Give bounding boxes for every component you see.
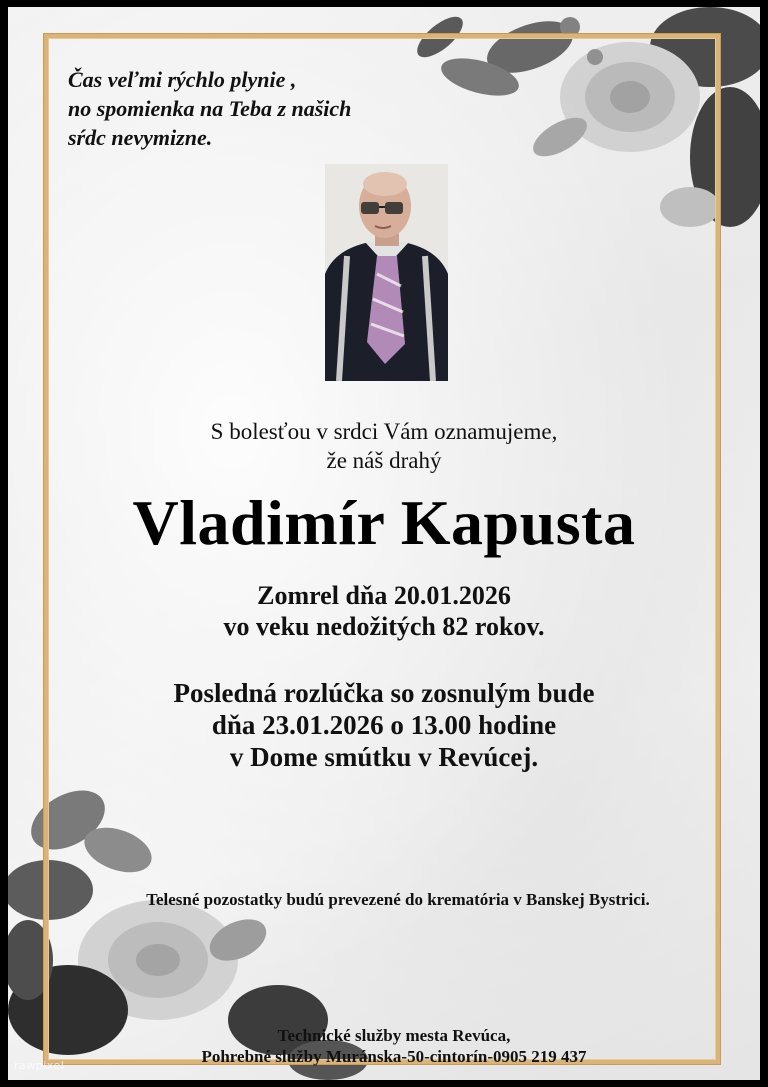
quote-line: sŕdc nevymizne. <box>68 125 213 150</box>
services-line: Technické služby mesta Revúca, <box>277 1026 511 1045</box>
funeral-services-info <box>8 1025 760 1067</box>
portrait-image <box>325 164 448 381</box>
death-date-line: Zomrel dňa 20.01.2026 <box>257 581 511 610</box>
farewell-line: Posledná rozlúčka so zosnulým bude <box>173 678 595 708</box>
watermark: rawpixel <box>14 1059 65 1072</box>
death-details <box>8 580 760 642</box>
age-line: vo veku nedožitých 82 rokov. <box>223 612 545 641</box>
quote-line: no spomienka na Teba z našich <box>68 96 352 121</box>
intro-line: S bolesťou v srdci Vám oznamujeme, <box>210 419 558 444</box>
quote-line: Čas veľmi rýchlo plynie , <box>68 67 297 92</box>
services-contact-line: Pohrebné služby Muránska-50-cintorín-0905 219 437 <box>201 1047 587 1066</box>
farewell-datetime-line: dňa 23.01.2026 o 13.00 hodine <box>211 710 557 740</box>
farewell-details <box>8 677 760 773</box>
intro-line: že náš drahý <box>326 448 442 473</box>
obituary-paper <box>8 7 760 1080</box>
deceased-name: Vladimír Kapusta <box>132 487 636 558</box>
remains-note: Telesné pozostatky budú prevezené do krematória v Banskej Bystrici. <box>146 890 650 909</box>
farewell-place-line: v Dome smútku v Revúcej. <box>229 742 539 772</box>
announcement-intro <box>8 417 760 475</box>
portrait-photo <box>325 164 448 381</box>
memorial-quote <box>68 65 448 152</box>
